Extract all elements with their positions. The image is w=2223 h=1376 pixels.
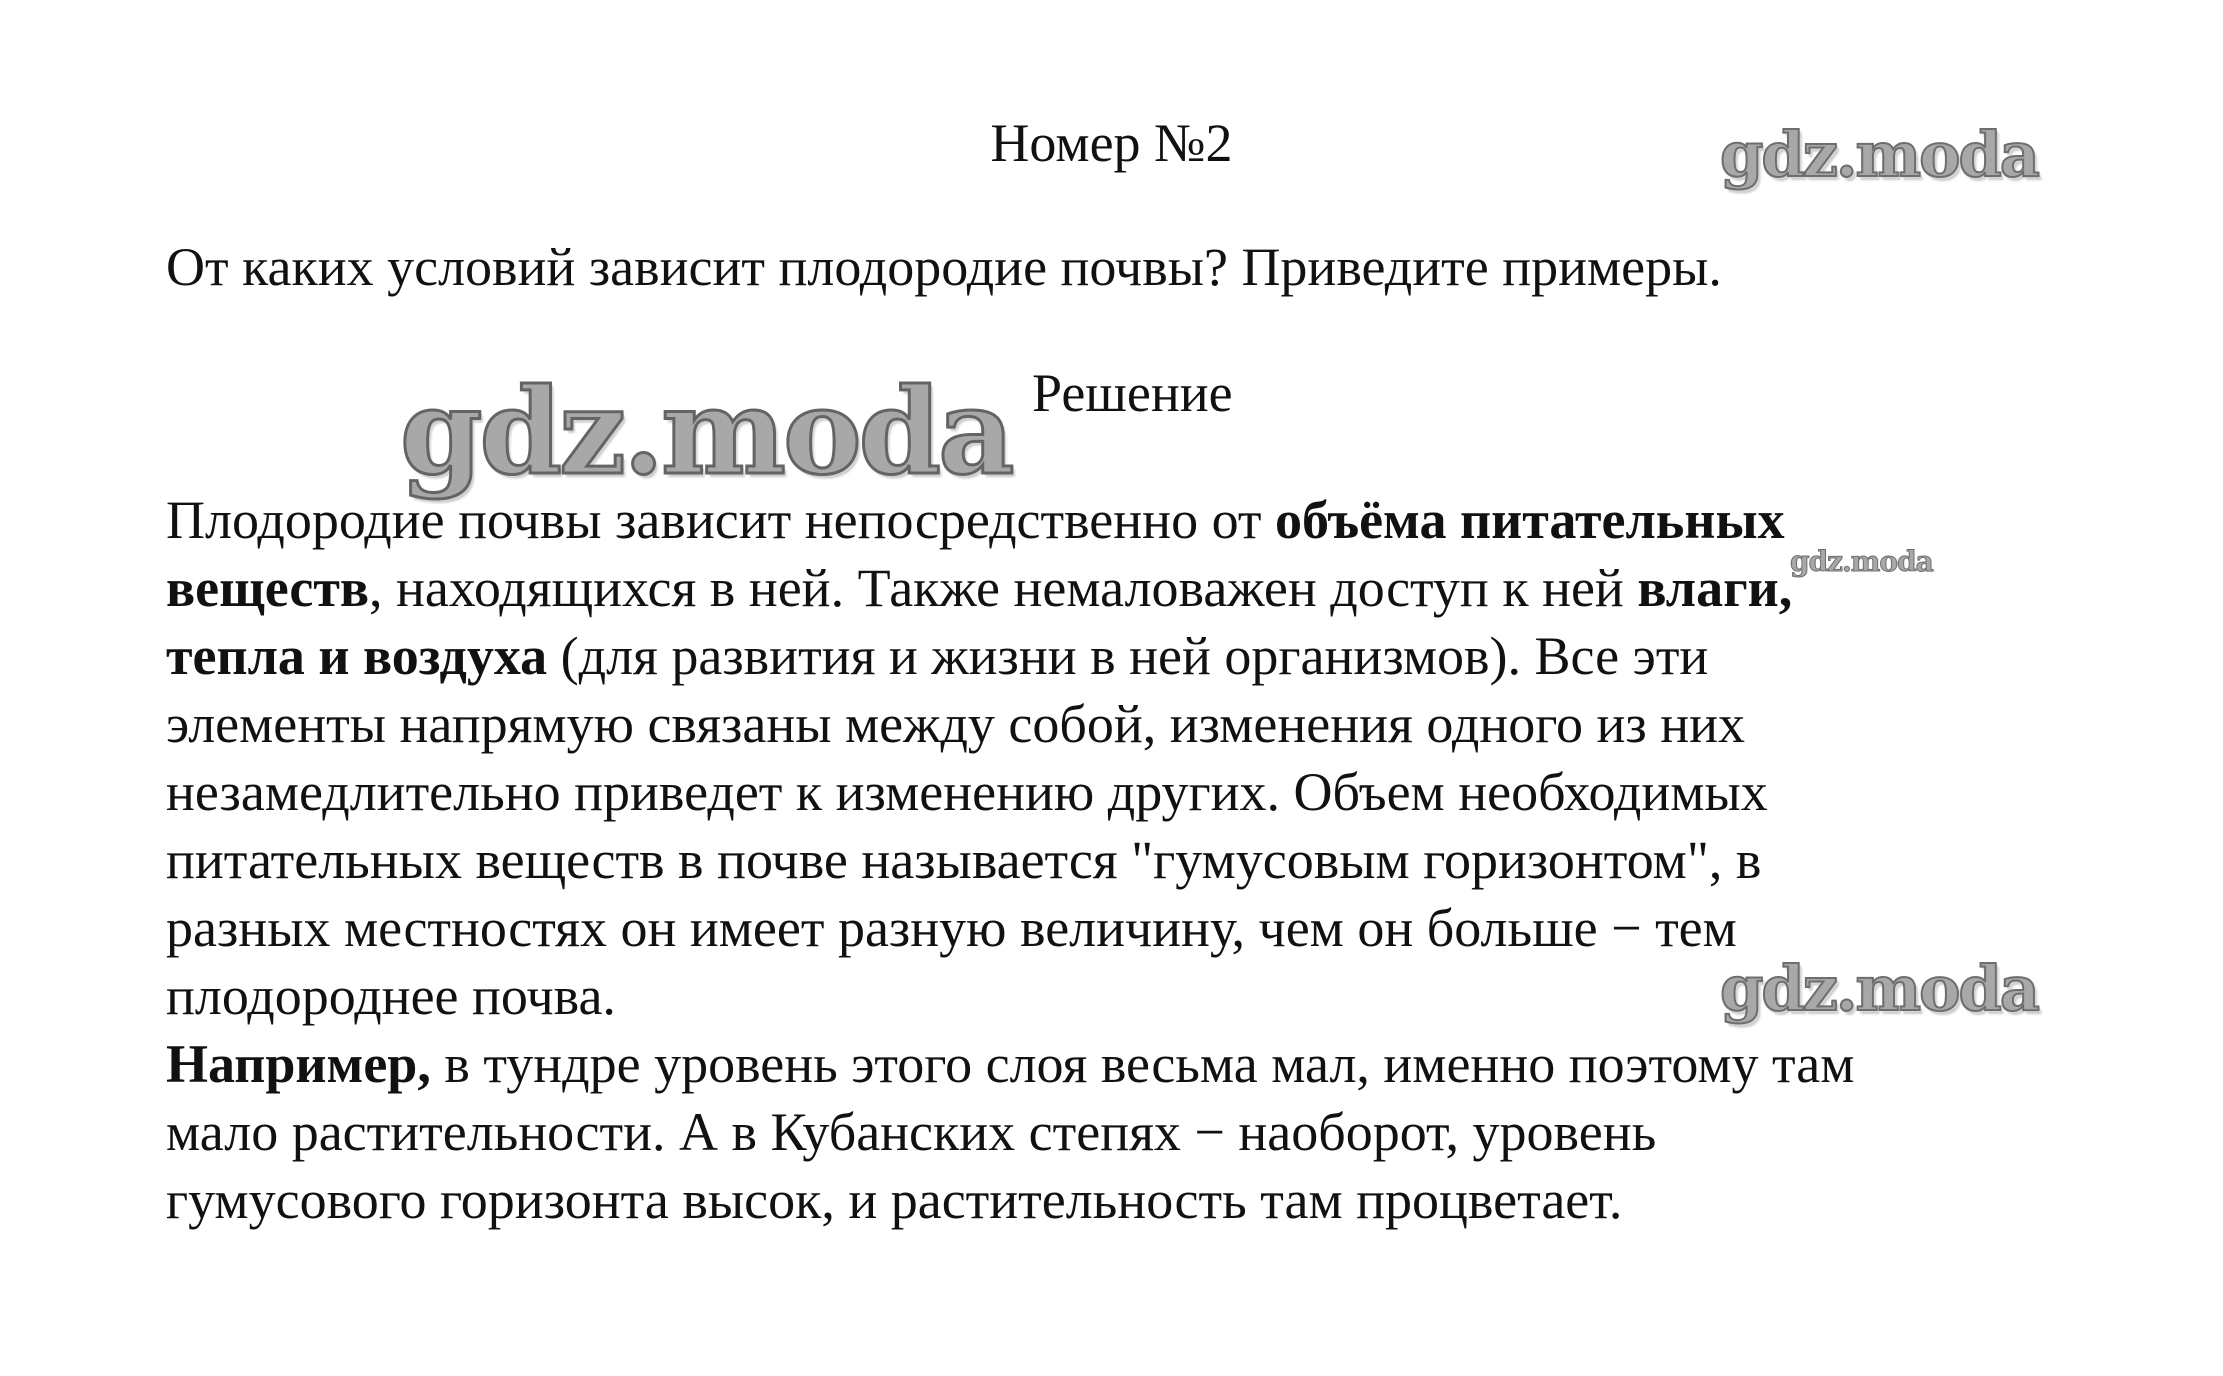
- answer-text: питательных веществ в почве называется "гумусовым горизонтом", в: [166, 830, 1762, 890]
- answer-text: , находящихся в ней. Также немаловажен доступ к ней: [369, 558, 1638, 618]
- answer-text: в тундре уровень этого слоя весьма мал, именно поэтому там: [430, 1034, 1855, 1094]
- answer-line: [166, 1098, 2096, 1166]
- solution-heading: Решение: [1032, 363, 1233, 423]
- answer-text: разных местностях он имеет разную величину, чем он больше − тем: [166, 898, 1737, 958]
- page-title: Номер №2: [990, 113, 1233, 173]
- answer-bold-text: влаги,: [1637, 558, 1793, 618]
- answer-line: [166, 486, 2096, 554]
- solution-answer: [166, 486, 2096, 1234]
- answer-line: [166, 622, 2096, 690]
- answer-text: гумусового горизонта высок, и растительность там процветает.: [166, 1170, 1623, 1230]
- answer-text: плодороднее почва.: [166, 966, 616, 1026]
- answer-bold-text: тепла и воздуха: [166, 626, 548, 686]
- answer-line: [166, 962, 2096, 1030]
- answer-text: (для развития и жизни в ней организмов). Все эти: [547, 626, 1709, 686]
- answer-line: [166, 894, 2096, 962]
- watermark-logo-large: gdz.moda: [400, 362, 1012, 501]
- question-text: От каких условий зависит плодородие почвы? Приведите примеры.: [166, 237, 1722, 297]
- answer-line: [166, 690, 2096, 758]
- answer-text: мало растительности. А в Кубанских степях − наоборот, уровень: [166, 1102, 1657, 1162]
- watermark-logo-small: gdz.moda: [1790, 545, 1933, 578]
- answer-line: [166, 1030, 2096, 1098]
- answer-bold-text: веществ: [166, 558, 370, 618]
- answer-text: незамедлительно приведет к изменению других. Объем необходимых: [166, 762, 1768, 822]
- answer-bold-text: Например,: [166, 1034, 431, 1094]
- watermark-logo-middle: gdz.moda: [1720, 952, 2038, 1025]
- answer-line: [166, 758, 2096, 826]
- answer-line: [166, 554, 2096, 622]
- answer-line: [166, 1166, 2096, 1234]
- answer-bold-text: объёма питательных: [1274, 490, 1785, 550]
- answer-line: [166, 826, 2096, 894]
- watermark-logo-top: gdz.moda: [1720, 118, 2038, 191]
- answer-text: Плодородие почвы зависит непосредственно от: [166, 490, 1275, 550]
- answer-text: элементы напрямую связаны между собой, изменения одного из них: [166, 694, 1746, 754]
